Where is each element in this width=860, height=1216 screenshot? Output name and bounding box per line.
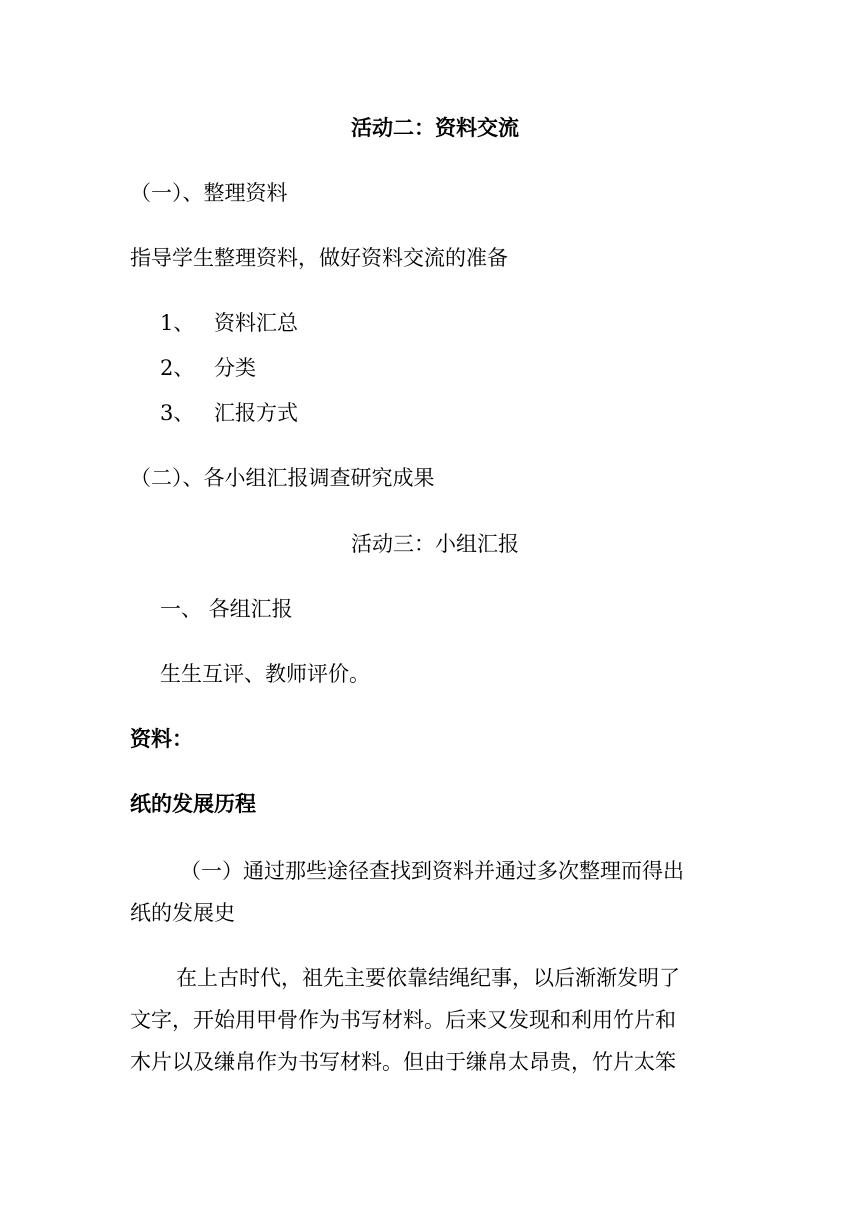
guidance-text: 指导学生整理资料，做好资料交流的准备: [130, 246, 508, 270]
list-text: 汇报方式: [214, 401, 298, 425]
list-number: 1、: [160, 311, 195, 335]
list-item: [160, 308, 298, 338]
activity3-item: 一、 各组汇报: [160, 597, 293, 621]
paragraph-line: （一）通过那些途径查找到资料并通过多次整理而得出: [180, 859, 684, 883]
list-text: 资料汇总: [214, 311, 298, 335]
list-item: [160, 398, 298, 428]
activity2-title: 活动二：资料交流: [351, 116, 519, 140]
paragraph-line: 纸的发展史: [130, 901, 235, 925]
materials-heading: 纸的发展历程: [130, 792, 256, 816]
section2-heading: （二）、各小组汇报调查研究成果: [130, 466, 435, 490]
list-text: 分类: [214, 356, 256, 380]
activity3-title: 活动三：小组汇报: [351, 532, 519, 556]
materials-label: 资料：: [130, 727, 193, 751]
paragraph-line: 在上古时代，祖先主要依靠结绳纪事，以后渐渐发明了: [176, 966, 680, 990]
paragraph-line: 木片以及缣帛作为书写材料。但由于缣帛太昂贵，竹片太笨: [130, 1050, 676, 1074]
paragraph-sources: [130, 850, 735, 934]
list-item: [160, 353, 256, 383]
list-number: 3、: [160, 401, 195, 425]
section1-heading: （一）、整理资料: [130, 181, 288, 205]
list-number: 2、: [160, 356, 195, 380]
paragraph-line: 文字，开始用甲骨作为书写材料。后来又发现和利用竹片和: [130, 1008, 676, 1032]
evaluation-text: 生生互评、教师评价。: [160, 662, 370, 686]
paragraph-history: [130, 957, 735, 1083]
